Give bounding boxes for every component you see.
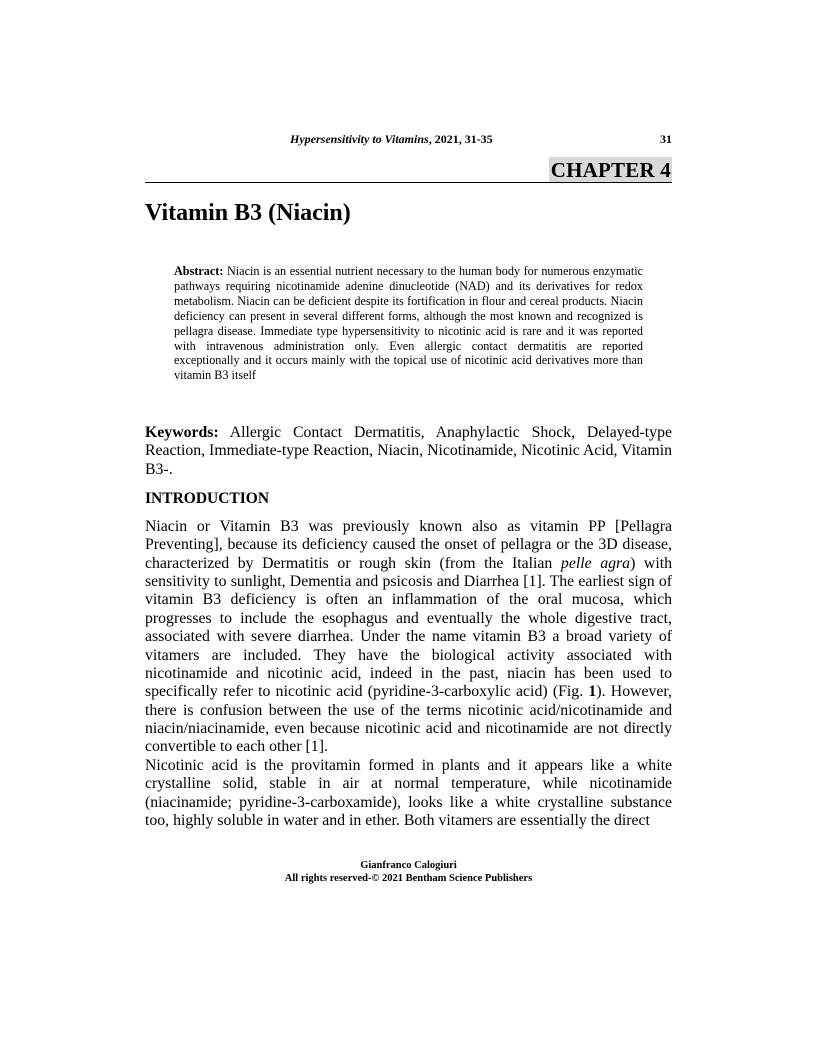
journal-year-pages: , 2021, 31-35 (428, 132, 493, 146)
abstract-text: Niacin is an essential nutrient necessary to the human body for numerous enzymatic pathways requiring nicotinamide adenine dinucleotide (NAD) and its derivatives for redox metabolism. Niacin can be deficient despite its fortification in flour and cereal products. Niacin deficiency can present in several different forms, although the most known and recognized is pellagra disease. Immediate type hypersensitivity to nicotinic acid is rare and it was reported with intravenous administration only. Even allergic contact dermatitis are reported exceptionally and it occurs mainly with the topical use of nicotinic acid derivatives more than vitamin B3 itself (174, 264, 644, 383)
introduction-paragraph-1 (145, 518, 672, 757)
para1-italic-term: pelle agra (560, 554, 631, 572)
para1-text-b: ) with sensitivity to sunlight, Dementia and psicosis and Diarrhea [1]. The earliest sign of vitamin B3 deficiency is often an inflammation of the oral mucosa, which progresses to include the esophagus and eventually the whole digestive tract, associated with severe diarrhea. Under the name vitamin B3 a broad variety of vitamers are included. They have the biological activity associated with nicotinamide and nicotinic acid, indeed in the past, niacin has been used to specifically refer to nicotinic acid (pyridine-3-carboxylic acid) (Fig. (145, 554, 672, 701)
abstract-label: Abstract: (174, 264, 224, 278)
chapter-label: CHAPTER 4 (550, 158, 671, 182)
journal-title: Hypersensitivity to Vitamins (290, 132, 429, 146)
chapter-divider (145, 182, 672, 183)
footer-author: Gianfranco Calogiuri (360, 860, 457, 871)
introduction-paragraph-2: Nicotinic acid is the provitamin formed in plants and it appears like a white crystalline solid, stable in air at normal temperature, while nicotinamide (niacinamide; pyridine-3-carboxamide), looks like a white crystalline substance too, highly soluble in water and in ether. Both vitamers are essentially the direct (145, 757, 672, 830)
keywords-label: Keywords: (145, 424, 219, 441)
keywords-text: Allergic Contact Dermatitis, Anaphylactic Shock, Delayed-type Reaction, Immediate-type Reaction, Niacin, Nicotinamide, Nicotinic Acid, Vitamin B3-. (145, 424, 672, 478)
para1-text-c: ). However, there is confusion between the use of the terms nicotinic acid/nicotinamide and niacin/niacinamide, even because nicotinic acid and nicotinamide are not directly convertible to each other [1]. (145, 683, 672, 756)
page-footer (145, 859, 672, 885)
page-number: 31 (660, 132, 672, 146)
figure-reference: 1 (588, 683, 597, 701)
footer-rights: All rights reserved-© 2021 Bentham Science Publishers (284, 873, 533, 884)
para1-text-a: Niacin or Vitamin B3 was previously known also as vitamin PP [Pellagra Preventing], because its deficiency caused the onset of pellagra or the 3D disease, characterized by Dermatitis or rough skin (from the Italian (145, 518, 672, 572)
abstract (174, 264, 643, 383)
section-heading-introduction: INTRODUCTION (145, 490, 270, 507)
running-header (145, 132, 672, 148)
journal-citation (290, 132, 493, 147)
chapter-title: Vitamin B3 (Niacin) (145, 200, 351, 226)
keywords (145, 424, 672, 479)
